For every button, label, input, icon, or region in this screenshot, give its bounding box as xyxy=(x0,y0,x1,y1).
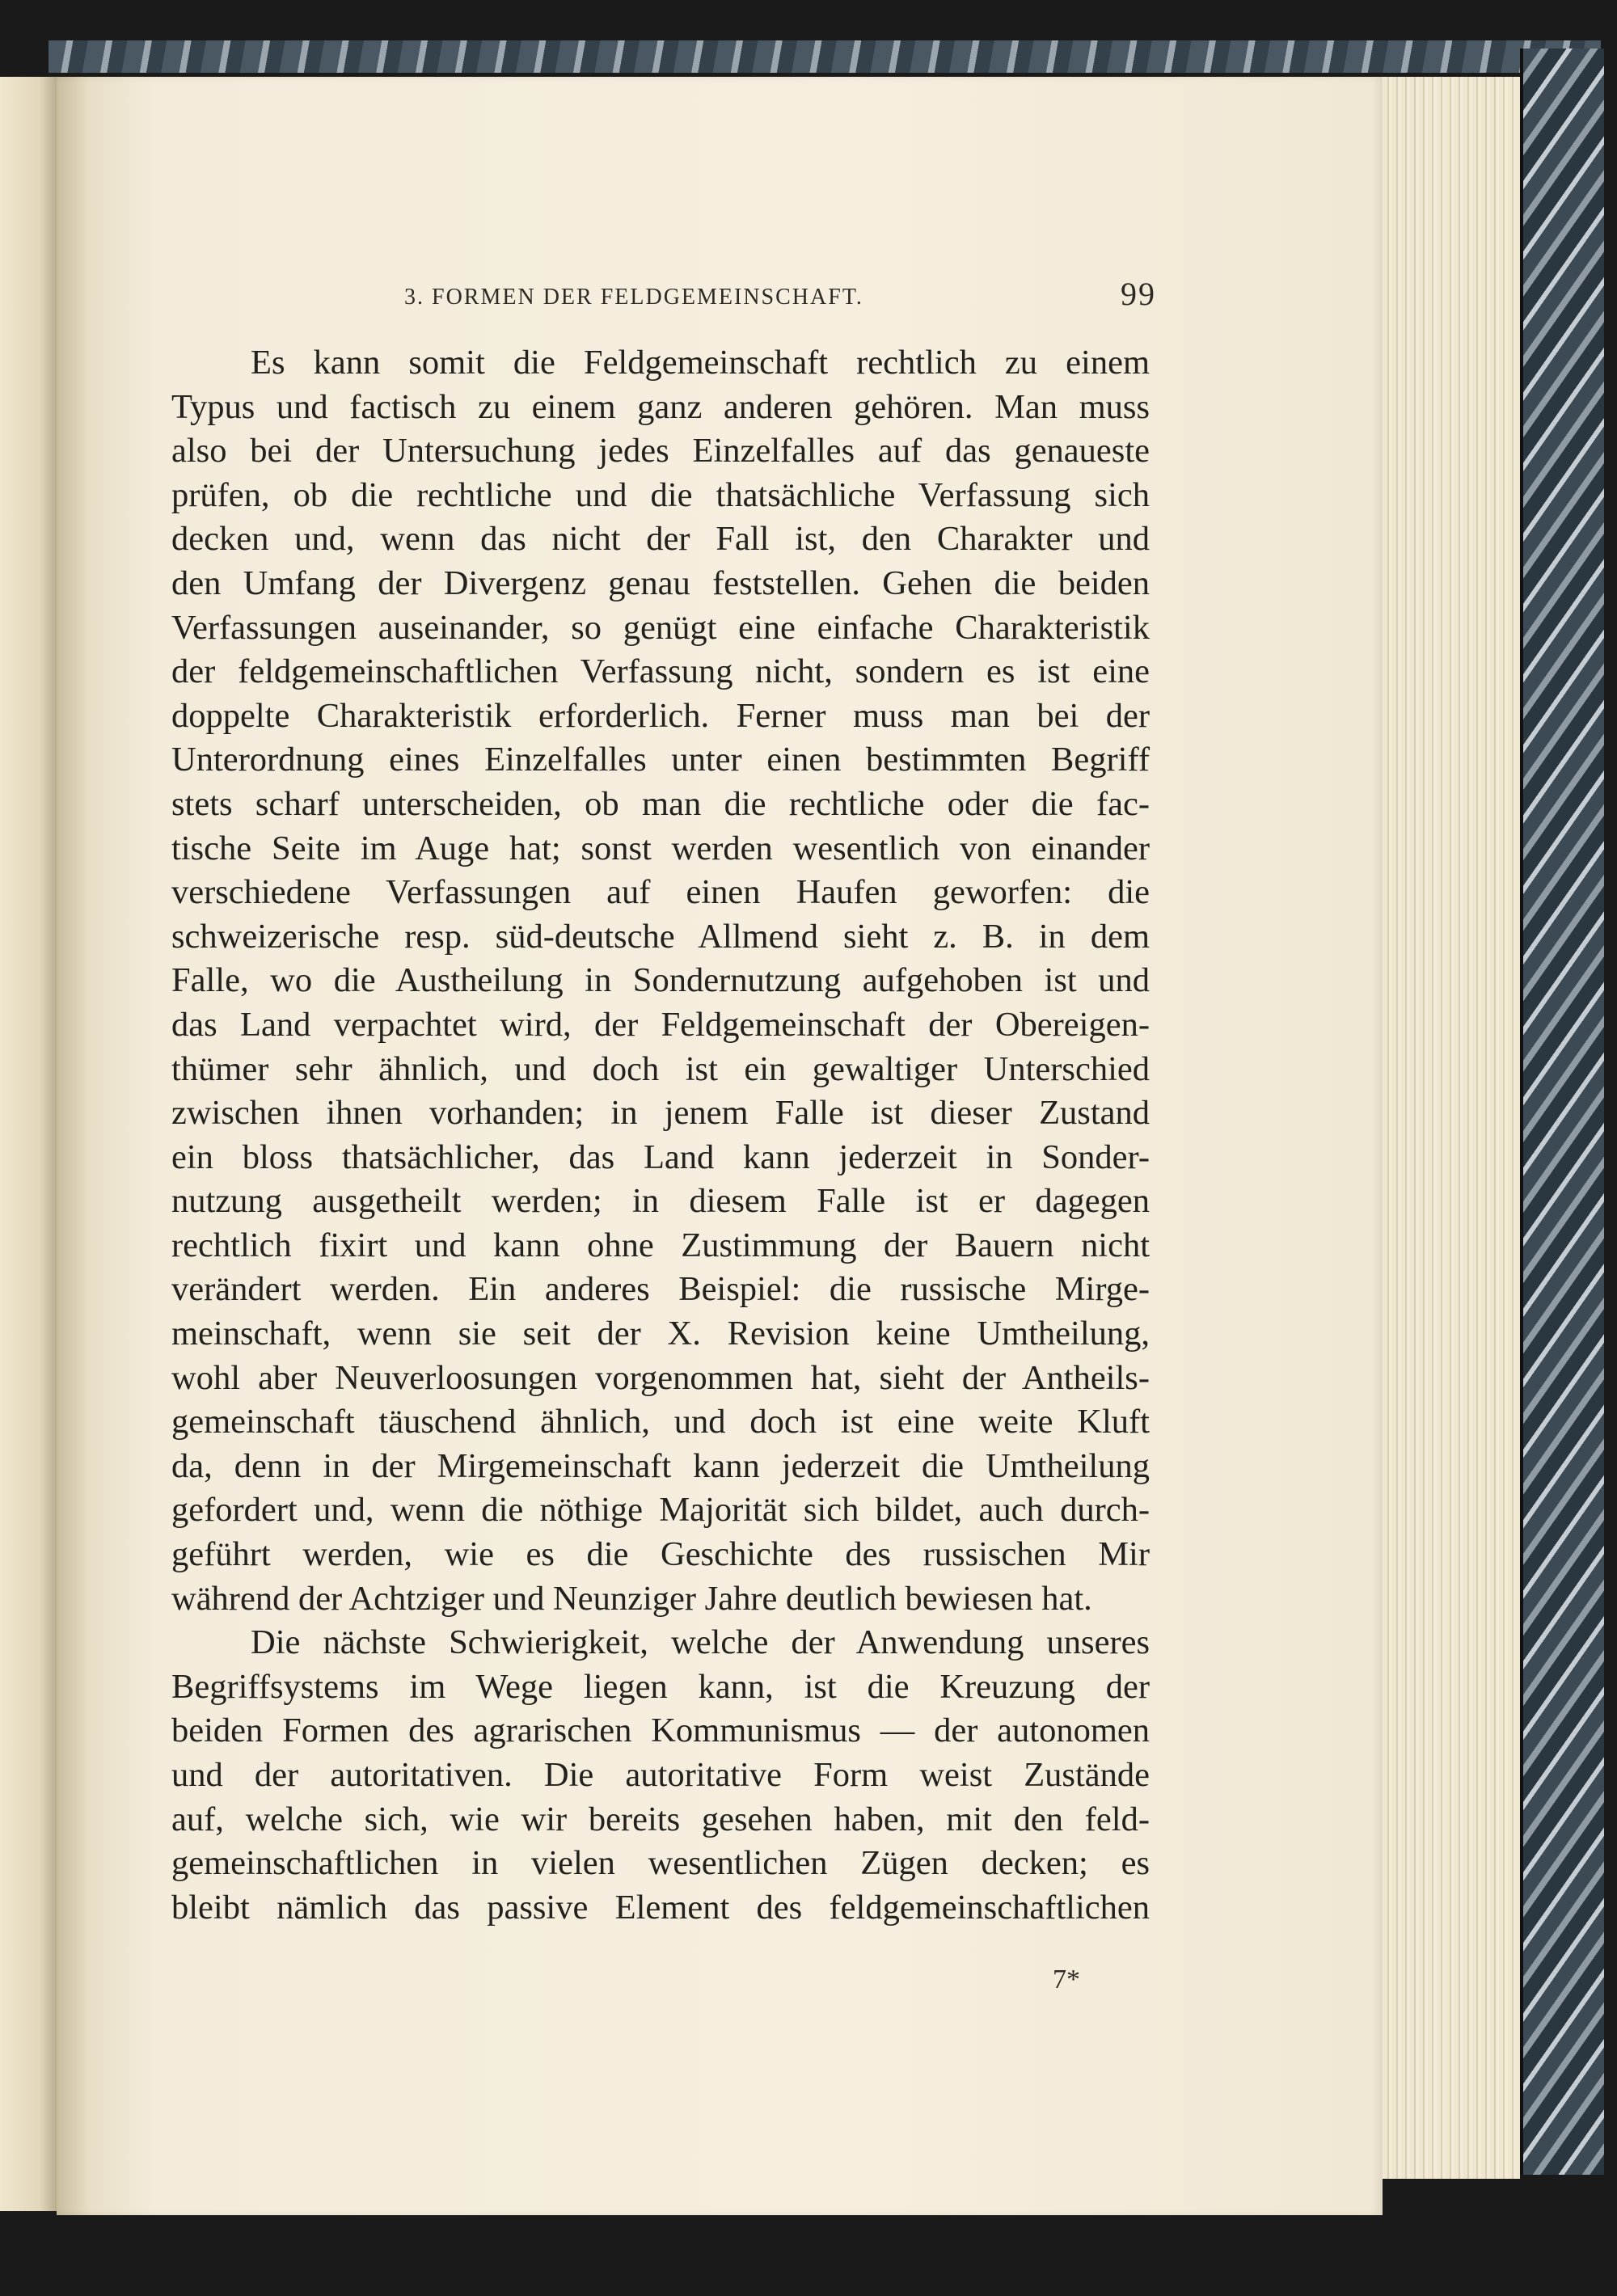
marbled-book-cover xyxy=(1520,49,1604,2175)
text-line: Die nächste Schwierigkeit, welche der Anwendung unseres xyxy=(251,1623,1150,1662)
running-head: 3. FORMEN DER FELDGEMEINSCHAFT. xyxy=(404,285,863,310)
text-line: rechtlich fixirt und kann ohne Zustimmung der Bauern nicht xyxy=(171,1226,1150,1264)
signature-mark: 7* xyxy=(1053,1965,1080,1994)
text-line: Es kann somit die Feldgemeinschaft rechtlich zu einem xyxy=(251,344,1150,382)
text-line: meinschaft, wenn sie seit der X. Revision keine Umtheilung, xyxy=(171,1315,1150,1353)
book-cover-top-edge xyxy=(49,40,1601,73)
text-line: gefordert und, wenn die nöthige Majorität sich bildet, auch durch- xyxy=(171,1491,1150,1530)
text-line: thümer sehr ähnlich, und doch ist ein gewaltiger Unterschied xyxy=(171,1049,1150,1088)
facing-page-edge xyxy=(0,77,57,2211)
text-line: wohl aber Neuverloosungen vorgenommen hat, sieht der Antheils- xyxy=(171,1358,1150,1397)
text-line: gemeinschaftlichen in vielen wesentlichen Zügen decken; es xyxy=(171,1844,1150,1883)
text-line: gemeinschaft täuschend ähnlich, und doch ist eine weite Kluft xyxy=(171,1403,1150,1441)
text-line: decken und, wenn das nicht der Fall ist, den Charakter und xyxy=(171,520,1150,559)
text-line: auf, welche sich, wie wir bereits gesehen haben, mit den feld- xyxy=(171,1800,1150,1838)
page-header xyxy=(404,275,1156,317)
page-edges xyxy=(1374,77,1520,2179)
text-line: prüfen, ob die rechtliche und die thatsächliche Verfassung sich xyxy=(171,475,1150,514)
page-number: 99 xyxy=(1121,276,1156,312)
text-line: Begriffsystems im Wege liegen kann, ist die Kreuzung der xyxy=(171,1667,1150,1706)
text-line: Falle, wo die Austheilung in Sondernutzung aufgehoben ist und xyxy=(171,961,1150,1000)
text-line: nutzung ausgetheilt werden; in diesem Falle ist er dagegen xyxy=(171,1182,1150,1221)
text-line: den Umfang der Divergenz genau feststellen. Gehen die beiden xyxy=(171,563,1150,602)
text-line: also bei der Untersuchung jedes Einzelfalles auf das genaueste xyxy=(171,432,1150,471)
text-line: während der Achtziger und Neunziger Jahre deutlich bewiesen hat. xyxy=(171,1579,1092,1618)
text-line: der feldgemeinschaftlichen Verfassung nicht, sondern es ist eine xyxy=(171,652,1150,691)
text-line: Unterordnung eines Einzelfalles unter einen bestimmten Begriff xyxy=(171,741,1150,779)
text-line: tische Seite im Auge hat; sonst werden wesentlich von einander xyxy=(171,829,1150,867)
text-line: beiden Formen des agrarischen Kommunismus — der autonomen xyxy=(171,1711,1150,1750)
text-line: verändert werden. Ein anderes Beispiel: die russische Mirge- xyxy=(171,1270,1150,1309)
text-line: stets scharf unterscheiden, ob man die rechtliche oder die fac- xyxy=(171,784,1150,823)
text-line: bleibt nämlich das passive Element des feldgemeinschaftlichen xyxy=(171,1888,1150,1927)
body-text xyxy=(171,341,1150,1930)
text-line: Typus und factisch zu einem ganz anderen gehören. Man muss xyxy=(171,387,1150,426)
text-line: zwischen ihnen vorhanden; in jenem Falle ist dieser Zustand xyxy=(171,1094,1150,1133)
text-line: das Land verpachtet wird, der Feldgemeinschaft der Obereigen- xyxy=(171,1005,1150,1044)
text-line: Verfassungen auseinander, so genügt eine einfache Charakteristik xyxy=(171,608,1150,647)
text-line: da, denn in der Mirgemeinschaft kann jederzeit die Umtheilung xyxy=(171,1446,1150,1485)
text-line: doppelte Charakteristik erforderlich. Ferner muss man bei der xyxy=(171,696,1150,735)
text-line: verschiedene Verfassungen auf einen Haufen geworfen: die xyxy=(171,873,1150,912)
text-line: und der autoritativen. Die autoritative Form weist Zustände xyxy=(171,1756,1150,1794)
text-line: ein bloss thatsächlicher, das Land kann jederzeit in Sonder- xyxy=(171,1137,1150,1176)
text-line: schweizerische resp. süd-deutsche Allmend sieht z. B. in dem xyxy=(171,917,1150,956)
text-line: geführt werden, wie es die Geschichte des russischen Mir xyxy=(171,1535,1150,1574)
